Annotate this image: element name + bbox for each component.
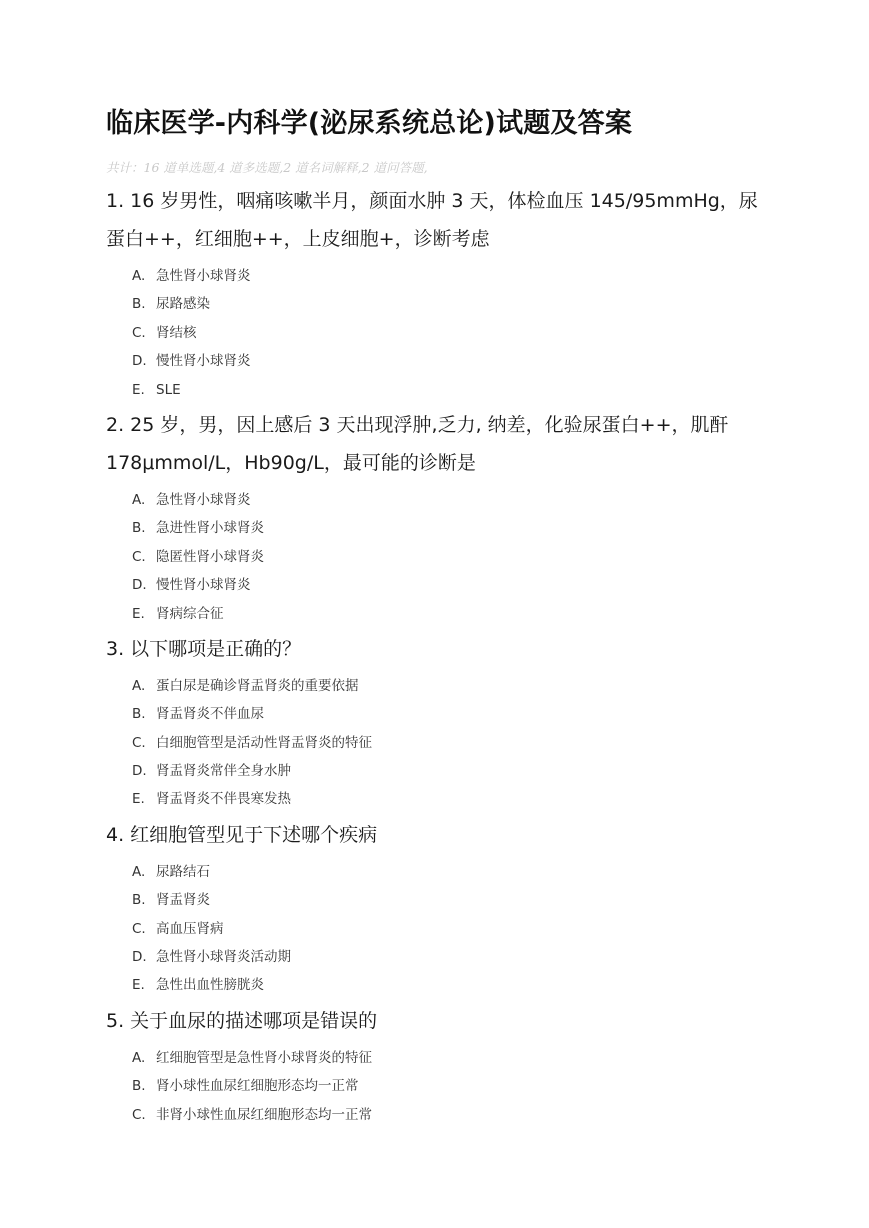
option-letter: C. — [132, 548, 146, 565]
option-text: 红细胞管型是急性肾小球肾炎的特征 — [156, 1049, 372, 1066]
option-a — [132, 858, 769, 886]
option-letter: E. — [132, 381, 145, 398]
option-text: 白细胞管型是活动性肾盂肾炎的特征 — [156, 734, 372, 751]
option-text: 高血压肾病 — [156, 920, 224, 937]
question-5 — [106, 1002, 769, 1129]
question-summary: 共计：16 道单选题,4 道多选题,2 道名词解释,2 道问答题, — [106, 160, 428, 175]
question-stem: 4. 红细胞管型见于下述哪个疾病 — [106, 823, 378, 846]
option-b — [132, 700, 769, 728]
option-letter: B. — [132, 296, 146, 313]
option-d — [132, 571, 769, 599]
option-list — [106, 486, 769, 628]
option-e — [132, 971, 769, 999]
option-c — [132, 729, 769, 757]
option-text: 肾结核 — [156, 324, 197, 341]
option-text: 肾盂肾炎不伴畏寒发热 — [156, 791, 291, 808]
option-text: SLE — [156, 381, 181, 398]
option-letter: E. — [132, 791, 145, 808]
option-b — [132, 886, 769, 914]
option-letter: A. — [132, 863, 146, 880]
option-text: 尿路感染 — [156, 296, 210, 313]
option-text: 急性肾小球肾炎 — [156, 268, 251, 284]
option-c — [132, 1101, 769, 1129]
question-2 — [106, 406, 769, 628]
option-list — [106, 858, 769, 1000]
option-letter: D. — [132, 949, 147, 966]
option-list — [106, 262, 769, 404]
option-letter: D. — [132, 353, 147, 370]
option-d — [132, 347, 769, 375]
option-letter: C. — [132, 324, 146, 341]
question-4 — [106, 816, 769, 1000]
option-d — [132, 757, 769, 785]
option-e — [132, 785, 769, 813]
option-letter: A. — [132, 677, 146, 694]
question-stem: 1. 16 岁男性，咽痛咳嗽半月，颜面水肿 3 天，体检血压 145/95mmHg，尿蛋白++，红细胞++，上皮细胞+，诊断考虑 — [106, 190, 758, 250]
option-text: 急性出血性膀胱炎 — [156, 977, 264, 994]
option-text: 慢性肾小球肾炎 — [156, 577, 251, 594]
option-letter: B. — [132, 520, 146, 537]
option-text: 尿路结石 — [156, 863, 210, 880]
option-text: 急性肾小球肾炎活动期 — [156, 949, 291, 966]
option-e — [132, 376, 769, 404]
question-1 — [106, 182, 769, 404]
option-list — [106, 1044, 769, 1129]
option-letter: E. — [132, 605, 145, 622]
option-b — [132, 290, 769, 318]
option-text: 蛋白尿是确诊肾盂肾炎的重要依据 — [156, 677, 359, 694]
question-stem: 2. 25 岁，男，因上感后 3 天出现浮肿,乏力, 纳差，化验尿蛋白++，肌酐 178μmmol/L，Hb90g/L，最可能的诊断是 — [106, 413, 729, 474]
option-a — [132, 1044, 769, 1072]
option-letter: D. — [132, 577, 147, 594]
option-text: 急进性肾小球肾炎 — [156, 520, 264, 537]
option-letter: E. — [132, 977, 145, 994]
option-a — [132, 486, 769, 514]
option-text: 肾盂肾炎 — [156, 892, 210, 909]
option-a — [132, 262, 769, 290]
option-letter: C. — [132, 1106, 146, 1123]
document-title: 临床医学-内科学(泌尿系统总论)试题及答案 — [106, 108, 633, 139]
option-b — [132, 1072, 769, 1100]
question-3 — [106, 630, 769, 814]
option-text: 肾病综合征 — [156, 605, 224, 622]
option-b — [132, 514, 769, 542]
option-text: 肾盂肾炎不伴血尿 — [156, 706, 264, 723]
question-stem: 3. 以下哪项是正确的？ — [106, 637, 302, 660]
option-letter: D. — [132, 763, 147, 780]
option-letter: C. — [132, 920, 146, 937]
option-d — [132, 943, 769, 971]
option-a — [132, 672, 769, 700]
option-letter: A. — [132, 268, 146, 284]
option-letter: C. — [132, 734, 146, 751]
option-letter: B. — [132, 1078, 146, 1095]
option-c — [132, 319, 769, 347]
option-list — [106, 672, 769, 814]
option-letter: A. — [132, 1049, 146, 1066]
option-text: 非肾小球性血尿红细胞形态均一正常 — [156, 1106, 372, 1123]
question-stem: 5. 关于血尿的描述哪项是错误的 — [106, 1009, 378, 1032]
option-text: 肾小球性血尿红细胞形态均一正常 — [156, 1078, 359, 1095]
option-text: 慢性肾小球肾炎 — [156, 353, 251, 370]
option-letter: B. — [132, 892, 146, 909]
option-c — [132, 543, 769, 571]
option-e — [132, 600, 769, 628]
option-c — [132, 915, 769, 943]
option-text: 急性肾小球肾炎 — [156, 491, 251, 508]
option-letter: B. — [132, 706, 146, 723]
option-letter: A. — [132, 491, 146, 508]
option-text: 隐匿性肾小球肾炎 — [156, 548, 264, 565]
option-text: 肾盂肾炎常伴全身水肿 — [156, 763, 291, 780]
